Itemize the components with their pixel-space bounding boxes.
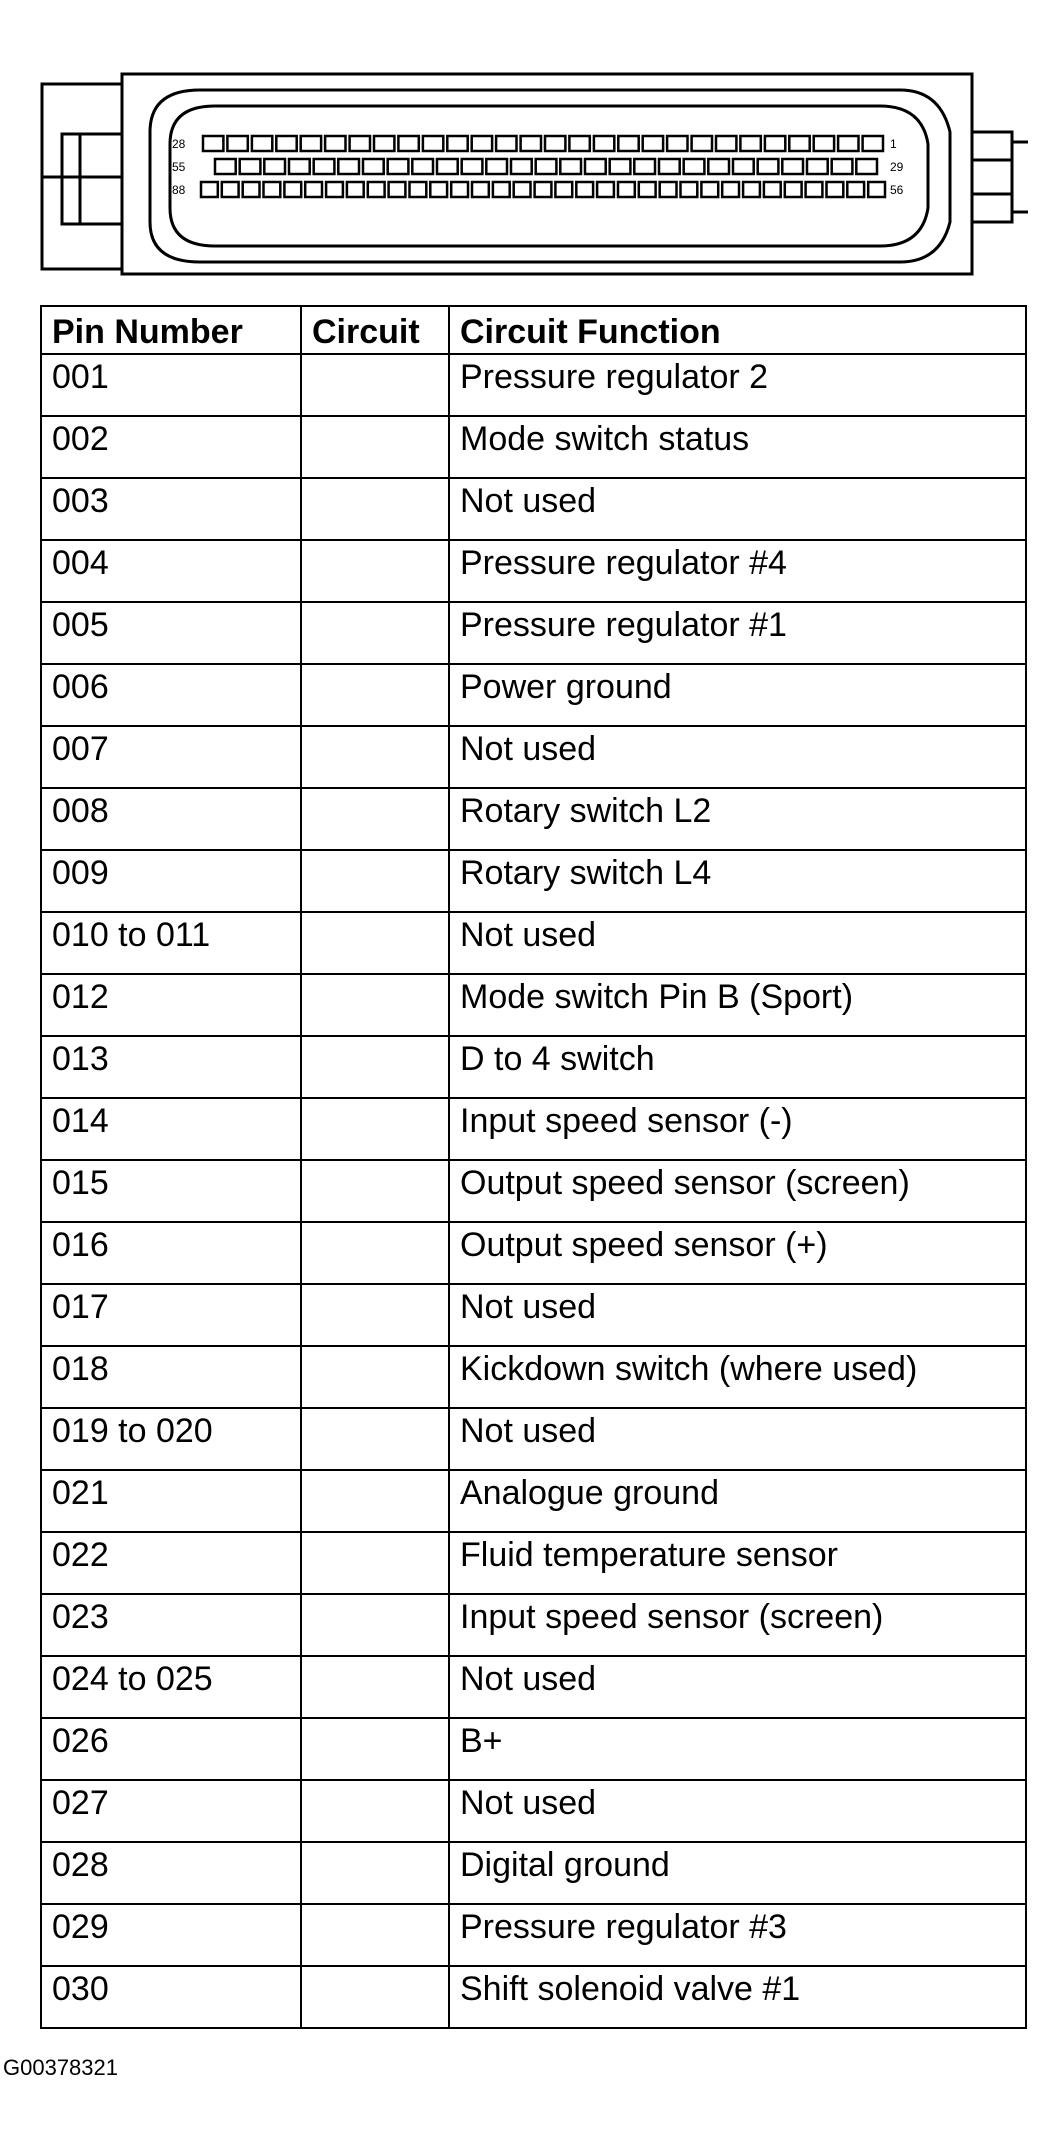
cell-circuit-function: B+ xyxy=(449,1718,1026,1780)
cell-circuit-function: Input speed sensor (screen) xyxy=(449,1594,1026,1656)
connector-pin xyxy=(215,159,236,174)
connector-pin xyxy=(389,182,406,197)
cell-pin-number: 005 xyxy=(41,602,301,664)
cell-circuit xyxy=(301,478,449,540)
header-circuit: Circuit xyxy=(301,306,449,354)
table-row xyxy=(41,478,1026,540)
connector-pin xyxy=(634,159,655,174)
connector-pin xyxy=(618,182,635,197)
cell-circuit xyxy=(301,602,449,664)
connector-pin xyxy=(511,159,532,174)
table-row xyxy=(41,416,1026,478)
connector-pin xyxy=(201,182,218,197)
cell-circuit xyxy=(301,788,449,850)
table-row xyxy=(41,664,1026,726)
connector-pin xyxy=(856,159,877,174)
connector-pin xyxy=(560,159,581,174)
connector-pin xyxy=(514,182,531,197)
cell-circuit xyxy=(301,1346,449,1408)
connector-pin xyxy=(423,136,443,151)
cell-circuit xyxy=(301,1284,449,1346)
connector-pin xyxy=(660,182,677,197)
cell-circuit-function: Output speed sensor (+) xyxy=(449,1222,1026,1284)
cell-circuit xyxy=(301,974,449,1036)
cell-circuit xyxy=(301,1098,449,1160)
connector-pin xyxy=(789,136,809,151)
connector-pin xyxy=(398,136,418,151)
connector-pin xyxy=(716,136,736,151)
cell-pin-number: 015 xyxy=(41,1160,301,1222)
cell-circuit-function: Kickdown switch (where used) xyxy=(449,1346,1026,1408)
connector-pin xyxy=(639,182,656,197)
cell-circuit xyxy=(301,540,449,602)
cell-circuit-function: Not used xyxy=(449,1656,1026,1718)
cell-circuit-function: Input speed sensor (-) xyxy=(449,1098,1026,1160)
cell-pin-number: 004 xyxy=(41,540,301,602)
connector-pin xyxy=(284,182,301,197)
table-row xyxy=(41,1966,1026,2028)
connector-pin xyxy=(576,182,593,197)
connector-pin xyxy=(555,182,572,197)
cell-circuit-function: Analogue ground xyxy=(449,1470,1026,1532)
connector-pin xyxy=(594,136,614,151)
cell-pin-number: 002 xyxy=(41,416,301,478)
cell-circuit xyxy=(301,1780,449,1842)
cell-pin-number: 019 to 020 xyxy=(41,1408,301,1470)
connector-pin xyxy=(782,159,803,174)
cell-circuit xyxy=(301,850,449,912)
connector-pin xyxy=(618,136,638,151)
cell-pin-number: 016 xyxy=(41,1222,301,1284)
connector-pin xyxy=(325,136,345,151)
connector-pin xyxy=(838,136,858,151)
connector-pin xyxy=(659,159,680,174)
connector-pin xyxy=(743,182,760,197)
connector-pin xyxy=(493,182,510,197)
cell-circuit xyxy=(301,1470,449,1532)
connector-pin xyxy=(222,182,239,197)
connector-pin xyxy=(264,159,285,174)
table-row xyxy=(41,1470,1026,1532)
cell-circuit-function: Power ground xyxy=(449,664,1026,726)
cell-circuit xyxy=(301,1594,449,1656)
connector-pin xyxy=(363,159,384,174)
connector-pin xyxy=(807,159,828,174)
cell-circuit-function: Pressure regulator #3 xyxy=(449,1904,1026,1966)
cell-pin-number: 012 xyxy=(41,974,301,1036)
connector-pin xyxy=(462,159,483,174)
connector-pin xyxy=(227,136,247,151)
connector-pin xyxy=(863,136,883,151)
cell-pin-number: 022 xyxy=(41,1532,301,1594)
cell-pin-number: 030 xyxy=(41,1966,301,2028)
cell-pin-number: 028 xyxy=(41,1842,301,1904)
cell-circuit-function: Pressure regulator 2 xyxy=(449,354,1026,416)
cell-pin-number: 018 xyxy=(41,1346,301,1408)
table-row xyxy=(41,1780,1026,1842)
cell-circuit-function: Fluid temperature sensor xyxy=(449,1532,1026,1594)
connector-pin xyxy=(545,136,565,151)
cell-circuit xyxy=(301,1408,449,1470)
connector-pin-grid xyxy=(201,136,885,197)
connector-pin xyxy=(472,136,492,151)
connector-pin xyxy=(301,136,321,151)
connector-pin xyxy=(240,159,261,174)
connector-pin xyxy=(203,136,223,151)
row-label-left: 55 xyxy=(172,160,186,174)
connector-pin xyxy=(684,159,705,174)
connector-pin xyxy=(412,159,433,174)
connector-pin xyxy=(252,136,272,151)
connector-pin xyxy=(347,182,364,197)
table-row xyxy=(41,726,1026,788)
cell-circuit-function: Mode switch Pin B (Sport) xyxy=(449,974,1026,1036)
connector-pin xyxy=(643,136,663,151)
connector-pin xyxy=(814,136,834,151)
connector-pin xyxy=(447,136,467,151)
connector-pin xyxy=(827,182,844,197)
connector-pin xyxy=(374,136,394,151)
connector-pin xyxy=(388,159,409,174)
connector-pin xyxy=(832,159,853,174)
table-row xyxy=(41,1904,1026,1966)
connector-pin xyxy=(430,182,447,197)
table-row xyxy=(41,1408,1026,1470)
cell-circuit-function: Shift solenoid valve #1 xyxy=(449,1966,1026,2028)
cell-pin-number: 023 xyxy=(41,1594,301,1656)
cell-circuit xyxy=(301,416,449,478)
cell-circuit xyxy=(301,1222,449,1284)
connector-pin xyxy=(472,182,489,197)
connector-pin xyxy=(264,182,281,197)
cell-pin-number: 024 to 025 xyxy=(41,1656,301,1718)
cell-circuit xyxy=(301,1718,449,1780)
connector-pin xyxy=(451,182,468,197)
connector-pin xyxy=(410,182,427,197)
connector-pin xyxy=(338,159,359,174)
cell-pin-number: 010 to 011 xyxy=(41,912,301,974)
figure-id: G00378321 xyxy=(3,2055,118,2080)
cell-circuit-function: Not used xyxy=(449,478,1026,540)
cell-circuit xyxy=(301,912,449,974)
cell-circuit xyxy=(301,354,449,416)
table-row xyxy=(41,1160,1026,1222)
table-row xyxy=(41,540,1026,602)
cell-pin-number: 001 xyxy=(41,354,301,416)
table-row xyxy=(41,788,1026,850)
cell-circuit-function: Rotary switch L2 xyxy=(449,788,1026,850)
row-label-left: 28 xyxy=(172,137,186,151)
connector-pin xyxy=(806,182,823,197)
table-row xyxy=(41,1842,1026,1904)
cell-pin-number: 006 xyxy=(41,664,301,726)
connector-pin xyxy=(701,182,718,197)
connector-pin xyxy=(708,159,729,174)
connector-pin xyxy=(326,182,343,197)
cell-circuit xyxy=(301,664,449,726)
cell-circuit xyxy=(301,1036,449,1098)
row-label-right: 1 xyxy=(890,137,897,151)
cell-pin-number: 027 xyxy=(41,1780,301,1842)
cell-circuit-function: Digital ground xyxy=(449,1842,1026,1904)
connector-pin xyxy=(758,159,779,174)
cell-circuit xyxy=(301,1532,449,1594)
connector-pin xyxy=(496,136,516,151)
cell-pin-number: 007 xyxy=(41,726,301,788)
header-pin-number: Pin Number xyxy=(41,306,301,354)
connector-pin xyxy=(521,136,541,151)
cell-circuit-function: Not used xyxy=(449,726,1026,788)
connector-pin xyxy=(305,182,322,197)
cell-circuit-function: Not used xyxy=(449,1284,1026,1346)
cell-pin-number: 009 xyxy=(41,850,301,912)
cell-pin-number: 003 xyxy=(41,478,301,540)
row-label-left: 88 xyxy=(172,183,186,197)
cell-circuit-function: Rotary switch L4 xyxy=(449,850,1026,912)
cell-pin-number: 026 xyxy=(41,1718,301,1780)
cell-circuit xyxy=(301,1904,449,1966)
connector-pin xyxy=(486,159,507,174)
cell-circuit xyxy=(301,1160,449,1222)
connector-pin xyxy=(765,136,785,151)
connector-pin xyxy=(569,136,589,151)
row-label-right: 29 xyxy=(890,160,904,174)
table-row xyxy=(41,912,1026,974)
table-row xyxy=(41,1222,1026,1284)
table-row xyxy=(41,1346,1026,1408)
connector-pin xyxy=(243,182,260,197)
connector-pin xyxy=(276,136,296,151)
table-row xyxy=(41,1284,1026,1346)
cell-circuit-function: Not used xyxy=(449,1780,1026,1842)
connector-pin xyxy=(868,182,885,197)
connector-pin xyxy=(785,182,802,197)
connector-pin xyxy=(536,159,557,174)
connector-pin xyxy=(585,159,606,174)
cell-pin-number: 013 xyxy=(41,1036,301,1098)
table-row xyxy=(41,1098,1026,1160)
table-row xyxy=(41,974,1026,1036)
table-row xyxy=(41,354,1026,416)
cell-circuit-function: D to 4 switch xyxy=(449,1036,1026,1098)
connector-right-latch xyxy=(972,132,1012,222)
row-label-right: 56 xyxy=(890,183,904,197)
cell-pin-number: 017 xyxy=(41,1284,301,1346)
cell-pin-number: 008 xyxy=(41,788,301,850)
connector-pin xyxy=(692,136,712,151)
table-row xyxy=(41,1594,1026,1656)
connector-pin xyxy=(681,182,698,197)
cell-circuit xyxy=(301,726,449,788)
cell-circuit-function: Mode switch status xyxy=(449,416,1026,478)
cell-pin-number: 029 xyxy=(41,1904,301,1966)
connector-pin xyxy=(597,182,614,197)
connector-pin xyxy=(722,182,739,197)
cell-circuit xyxy=(301,1966,449,2028)
header-circuit-function: Circuit Function xyxy=(449,306,1026,354)
table-row xyxy=(41,1656,1026,1718)
cell-circuit-function: Not used xyxy=(449,1408,1026,1470)
connector-pin xyxy=(314,159,335,174)
connector-pin xyxy=(667,136,687,151)
table-row xyxy=(41,1036,1026,1098)
cell-circuit xyxy=(301,1656,449,1718)
connector-pin xyxy=(847,182,864,197)
cell-circuit-function: Pressure regulator #1 xyxy=(449,602,1026,664)
connector-pin xyxy=(368,182,385,197)
table-row xyxy=(41,602,1026,664)
connector-pin xyxy=(289,159,310,174)
cell-pin-number: 014 xyxy=(41,1098,301,1160)
connector-pin xyxy=(437,159,458,174)
connector-pin xyxy=(740,136,760,151)
cell-circuit-function: Pressure regulator #4 xyxy=(449,540,1026,602)
table-header-row xyxy=(41,306,1026,354)
cell-circuit-function: Output speed sensor (screen) xyxy=(449,1160,1026,1222)
connector-pin xyxy=(733,159,754,174)
connector-pin xyxy=(610,159,631,174)
table-row xyxy=(41,1718,1026,1780)
cell-pin-number: 021 xyxy=(41,1470,301,1532)
cell-circuit xyxy=(301,1842,449,1904)
table-row xyxy=(41,1532,1026,1594)
cell-circuit-function: Not used xyxy=(449,912,1026,974)
connector-diagram xyxy=(40,72,1030,277)
connector-pin xyxy=(350,136,370,151)
connector-pin xyxy=(764,182,781,197)
table-row xyxy=(41,850,1026,912)
connector-pin xyxy=(535,182,552,197)
pin-table xyxy=(40,305,1027,2029)
